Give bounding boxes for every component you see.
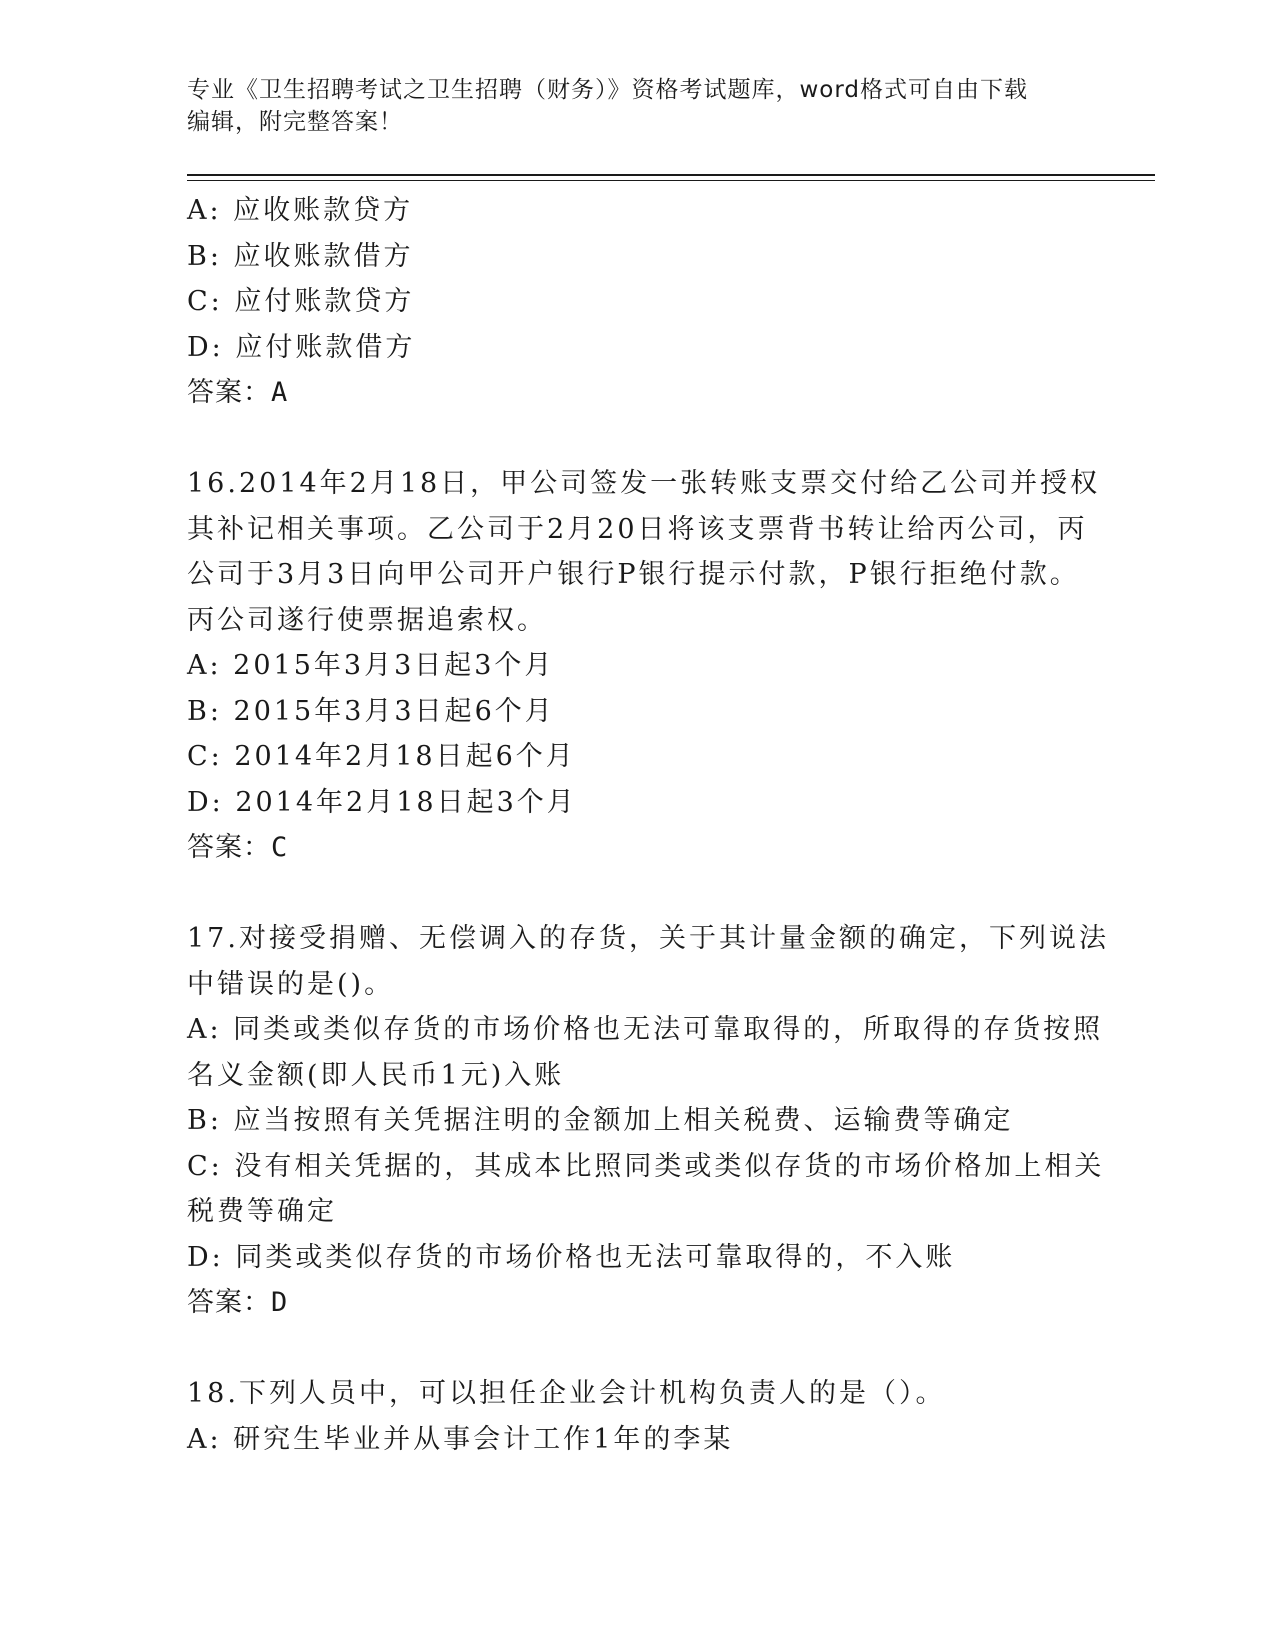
answer-label: 答案： [187,377,271,408]
spacer [187,871,1067,917]
header-divider-thin [187,180,1155,181]
option-b: B: 应当按照有关凭据注明的金额加上相关税费、运输费等确定 [187,1105,1014,1136]
question-16-answer [187,825,1067,871]
question-16-stem-line: 16.2014年2月18日，甲公司签发一张转账支票交付给乙公司并授权 [187,468,1101,499]
question-18-stem-line: 18.下列人员中，可以担任企业会计机构负责人的是（）。 [187,1378,946,1409]
question-16-stem-line: 其补记相关事项。乙公司于2月20日将该支票背书转让给丙公司，丙 [187,513,1088,545]
question-16-stem-line: 公司于3月3日向甲公司开户银行P银行提示付款，P银行拒绝付款。 [187,559,1080,590]
option-a: A: 同类或类似存货的市场价格也无法可靠取得的，所取得的存货按照 [187,1014,1104,1045]
option-b: B: 应收账款借方 [187,240,414,272]
option-a-continued: 名义金额(即人民币1元)入账 [187,1059,565,1091]
option-a: A: 2015年3月3日起3个月 [187,650,555,681]
header-line-1: 专业《卫生招聘考试之卫生招聘（财务）》资格考试题库，word格式可自由下载 [187,77,1029,103]
question-15-options [187,188,1067,370]
answer-label: 答案： [187,832,271,863]
answer-value: C [271,832,289,863]
option-b: B: 2015年3月3日起6个月 [187,695,555,727]
question-16-stem-line: 丙公司遂行使票据追索权。 [187,604,547,636]
option-d: D: 应付账款借方 [187,331,416,363]
spacer [187,416,1067,462]
option-a: A: 应收账款贷方 [187,195,414,226]
question-18 [187,1371,1067,1462]
question-content [187,188,1109,1462]
answer-value: A [271,377,289,408]
question-17-stem-line: 17.对接受捐赠、无偿调入的存货，关于其计量金额的确定，下列说法 [187,923,1109,954]
answer-label: 答案： [187,1287,271,1318]
option-a: A: 研究生毕业并从事会计工作1年的李某 [187,1423,734,1455]
spacer [187,1326,1067,1372]
answer-value: D [271,1287,289,1318]
option-c: C: 应付账款贷方 [187,286,415,317]
question-17-stem-line: 中错误的是()。 [187,968,395,1000]
option-d: D: 2014年2月18日起3个月 [187,786,577,818]
question-17 [187,916,1109,1280]
option-c-continued: 税费等确定 [187,1196,337,1227]
option-c: C: 2014年2月18日起6个月 [187,741,576,772]
header-divider-thick [187,174,1155,176]
option-c: C: 没有相关凭据的，其成本比照同类或类似存货的市场价格加上相关 [187,1150,1105,1182]
header-line-2: 编辑，附完整答案！ [187,109,403,135]
document-header [187,74,1067,138]
option-d: D: 同类或类似存货的市场价格也无法可靠取得的，不入账 [187,1241,956,1273]
question-16 [187,461,1101,825]
question-15-answer [187,370,1067,416]
question-17-answer [187,1280,1067,1326]
